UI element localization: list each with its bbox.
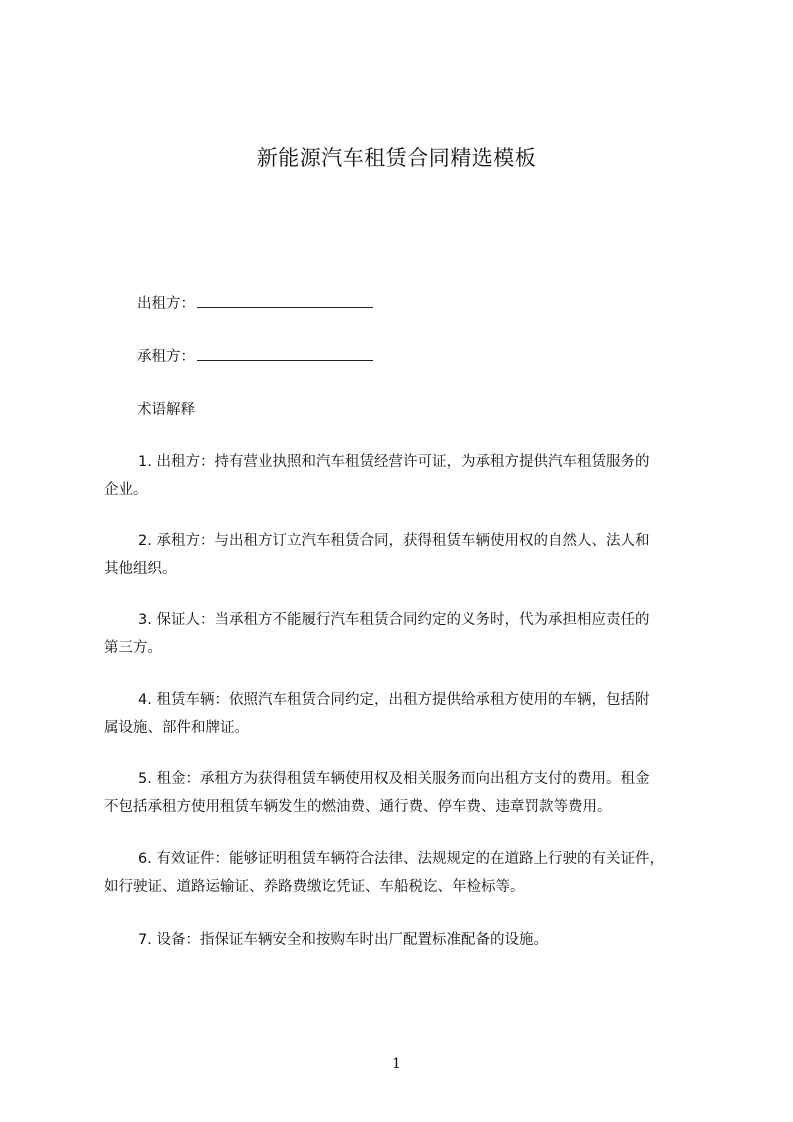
page-number: 1 [392,1056,401,1072]
section-heading: 术语解释 [137,402,195,418]
clause-text-line: 5. 租金：承租方为获得租赁车辆使用权及相关服务而向出租方支付的费用。租金 [138,771,650,787]
lessor-blank-field[interactable] [197,293,373,308]
clause-text-line: 2. 承租方：与出租方订立汽车租赁合同，获得租赁车辆使用权的自然人、法人和 [138,533,650,549]
clause-item [104,926,714,954]
clause-text-line: 3. 保证人：当承租方不能履行汽车租赁合同约定的义务时，代为承担相应责任的 [138,612,650,628]
clause-text-line: 属设施、部件和牌证。 [104,720,249,736]
clause-item [104,606,714,662]
clause-item [104,527,714,583]
clause-text-line: 如行驶证、道路运输证、养路费缴讫凭证、车船税讫、年检标等。 [104,879,525,895]
clause-text-line: 7. 设备：指保证车辆安全和按购车时出厂配置标准配备的设施。 [138,932,548,948]
clause-item [104,845,714,901]
clause-text-line: 4. 租赁车辆：依照汽车租赁合同约定，出租方提供给承租方使用的车辆，包括附 [138,692,650,708]
clause-item [104,448,714,504]
document-title: 新能源汽车租赁合同精选模板 [256,146,537,170]
lessee-blank-field[interactable] [197,346,373,361]
lessor-line [137,292,373,313]
clause-item [104,686,714,742]
clause-text-line: 1. 出租方：持有营业执照和汽车租赁经营许可证，为承租方提供汽车租赁服务的 [138,454,650,470]
clause-text-line: 其他组织。 [104,561,177,577]
clause-text-line: 不包括承租方使用租赁车辆发生的燃油费、通行费、停车费、违章罚款等费用。 [104,799,612,815]
lessee-label: 承租方： [137,349,195,365]
clause-text-line: 企业。 [104,482,148,498]
clause-item [104,765,714,821]
clause-text-line: 第三方。 [104,640,162,656]
lessee-line [137,345,373,366]
lessor-label: 出租方： [137,296,195,312]
clause-text-line: 6. 有效证件：能够证明租赁车辆符合法律、法规规定的在道路上行驶的有关证件， [138,851,664,867]
